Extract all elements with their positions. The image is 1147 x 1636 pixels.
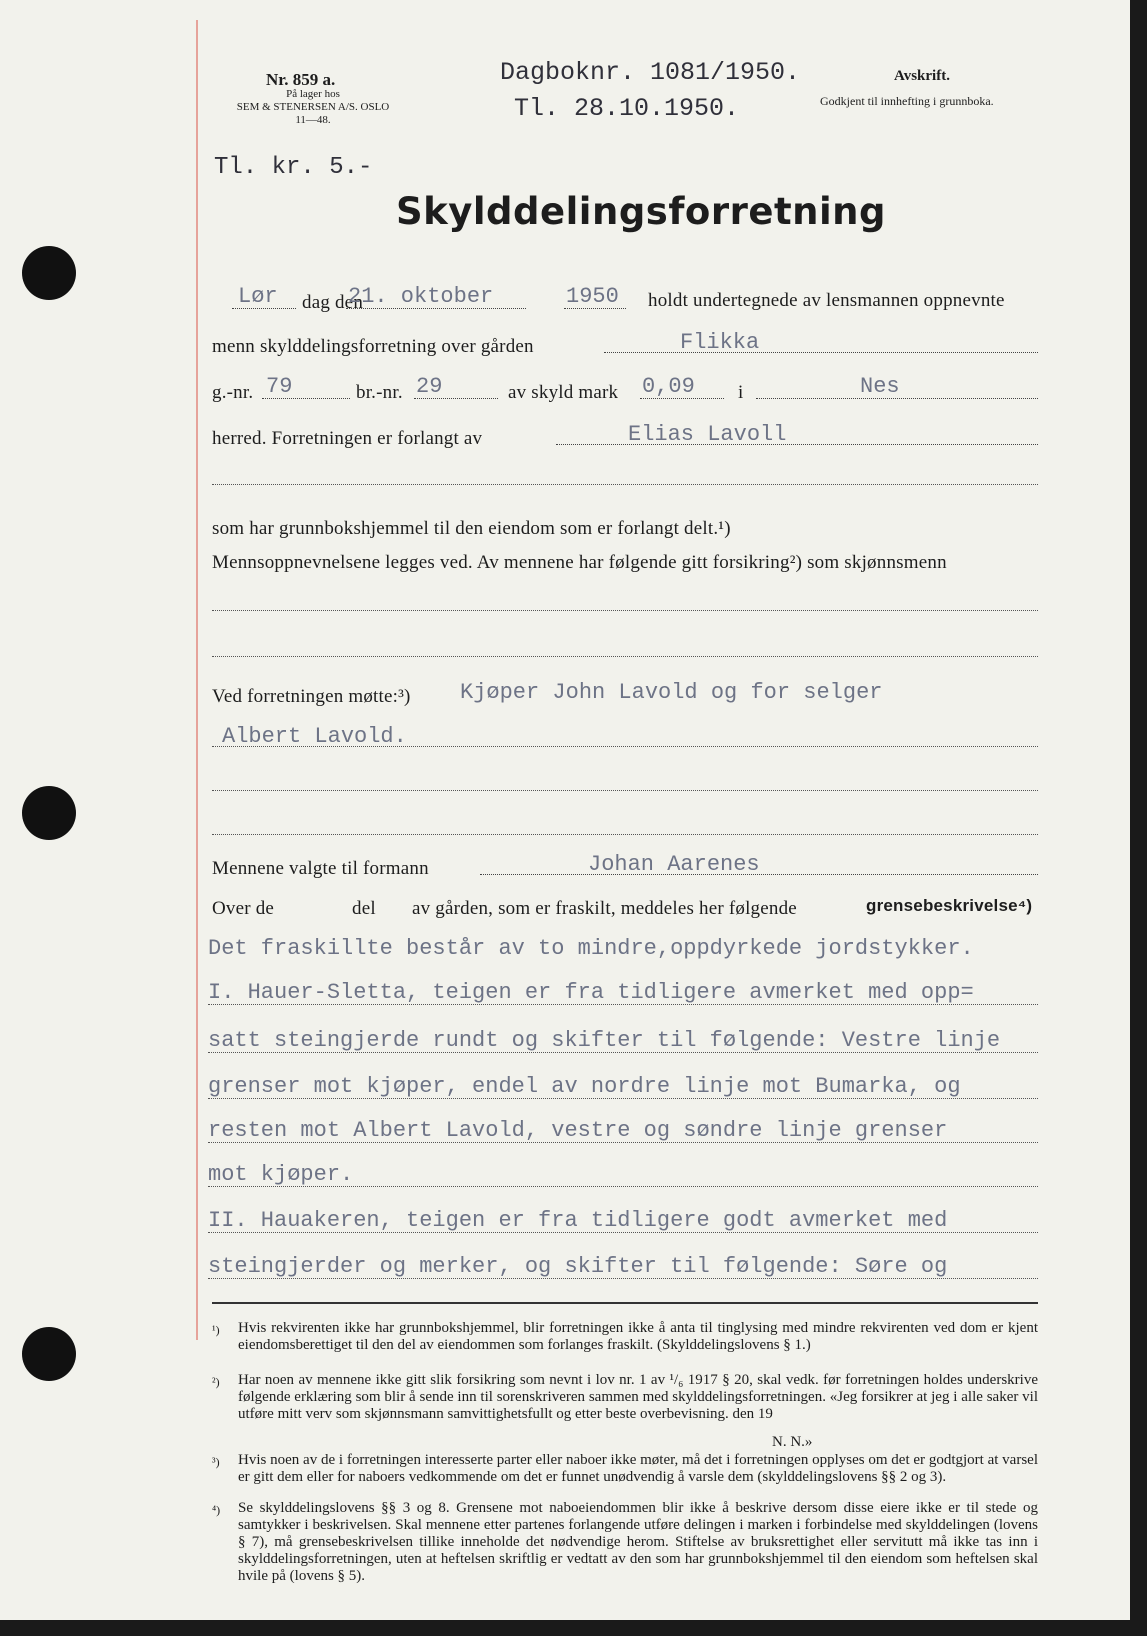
fill-line	[604, 352, 1038, 353]
over-text: Over de	[212, 898, 275, 919]
fill-line	[564, 308, 626, 309]
blank-line	[208, 1232, 1038, 1233]
skyld-label: av skyld mark	[508, 382, 619, 403]
held-text: holdt undertegnede av lensmannen oppnevnte	[648, 290, 1005, 311]
bnr-value: 29	[416, 374, 443, 399]
footnote-text: Se skylddelingslovens §§ 3 og 8. Grensene mot naboeiendommen blir ikke å beskrive dersom disse eiere ikke er til stede og samtykker i beskrivelsen. Skal mennene etter partenes forlangende utføre delingen i marken i forbindelse med skylddelingen (lovens § 7), må grensebeskrivelsen tillike inneholde det nødvendige herom. Stiftelse av bruksrettighet eller servitutt må ikke tas inn i skylddelingsforretningen, uten at heftelsen skriftlig er vedtatt av den som har grunnbokshjemmel til den eiendom som heftelsen skal hvile på (lovens § 5).	[238, 1500, 1038, 1584]
footnote-text: Hvis rekvirenten ikke har grunnbokshjemmel, blir forretningen ikke å anta til tinglysing med mindre rekvirenten ved dom er kjent eiendomsberettiget til den del av eiendommen som forlanges fraskilt. (Skylddelingslovens § 1.)	[238, 1320, 1038, 1353]
fill-line	[262, 398, 350, 399]
blank-line	[208, 1142, 1038, 1143]
bnr-label: br.-nr.	[356, 382, 403, 403]
blank-line	[208, 1278, 1038, 1279]
description-line: I. Hauer-Sletta, teigen er fra tidligere avmerket med opp=	[208, 980, 974, 1005]
blank-line	[212, 834, 1038, 835]
publisher-block	[228, 88, 398, 127]
weekday: Lør	[238, 284, 278, 309]
date: 21. oktober	[348, 284, 494, 309]
copy-label: Avskrift.	[894, 68, 950, 84]
footnote-signature: N. N.»	[772, 1434, 813, 1450]
gnr-value: 79	[266, 374, 293, 399]
requester: Elias Lavoll	[628, 422, 787, 447]
herred-text: herred. Forretningen er forlangt av	[212, 428, 483, 449]
blank-line	[208, 1052, 1038, 1053]
margin-rule	[196, 20, 198, 1340]
publisher-line: På lager hos	[286, 88, 340, 100]
herred-name: Nes	[860, 374, 900, 399]
footnote-rule	[212, 1302, 1038, 1304]
blank-line	[208, 1004, 1038, 1005]
publisher-line: SEM & STENERSEN A/S. OSLO	[236, 101, 390, 113]
blank-line	[208, 1098, 1038, 1099]
description-line: Det fraskillte består av to mindre,oppdyrkede jordstykker.	[208, 936, 974, 961]
fill-line	[556, 444, 1038, 445]
description-line: satt steingjerde rundt og skifter til følgende: Vestre linje	[208, 1028, 1001, 1053]
description-line: resten mot Albert Lavold, vestre og søndre linje grenser	[208, 1118, 948, 1143]
description-line: grenser mot kjøper, endel av nordre linje mot Bumarka, og	[208, 1074, 961, 1099]
blank-line	[208, 1186, 1038, 1187]
description-line: II. Hauakeren, teigen er fra tidligere godt avmerket med	[208, 1208, 948, 1233]
over-text: del	[352, 898, 376, 919]
dag-den-label: dag den	[302, 292, 364, 313]
footnote-text: Hvis noen av de i forretningen interesserte parter eller naboer ikke møter, må det i forretningen opplyses om det er godtgjort at varsel er gitt dem eller for naboers vedkommende om det er funnet unødvendig å varsle dem (skylddelingslovens §§ 2 og 3).	[238, 1452, 1038, 1485]
footnote-text: Har noen av mennene ikke gitt slik forsikring som nevnt i lov nr. 1 av ¹/₆ 1917 § 20, skal vedk. før forretningen holdes underskrive følgende erklæring som blir å sende inn til sorenskriveren sammen med skylddelingsforretningen. «Jeg forsikrer at jeg i alle saker vil utføre mitt verv som skjønnsmann samvittighetsfullt og etter beste overbevisning. den 19	[238, 1372, 1038, 1422]
punch-hole	[22, 1327, 76, 1381]
blank-line	[212, 746, 1038, 747]
fill-line	[480, 874, 1038, 875]
description-line: mot kjøper.	[208, 1162, 354, 1187]
i-label: i	[738, 382, 744, 403]
fee: Tl. kr. 5.-	[214, 154, 373, 181]
blank-line	[212, 484, 1038, 485]
fill-line	[414, 398, 498, 399]
copy-note: Godkjent til innhefting i grunnboka.	[820, 94, 994, 108]
footnote-number: ⁴)	[212, 1503, 221, 1517]
fill-line	[232, 308, 296, 309]
motte-line: Albert Lavold.	[222, 724, 407, 749]
punch-hole	[22, 246, 76, 300]
publisher-line: 11—48.	[295, 114, 331, 126]
tl-date: Tl. 28.10.1950.	[514, 94, 740, 123]
gnr-label: g.-nr.	[212, 382, 254, 403]
farm-name: Flikka	[680, 330, 760, 355]
grense-label: grensebeskrivelse⁴)	[866, 896, 1033, 915]
menn-text: menn skylddelingsforretning over gården	[212, 336, 534, 357]
page-title: Skylddelingsforretning	[396, 190, 886, 233]
fill-line	[346, 308, 526, 309]
skyld-value: 0,09	[642, 374, 695, 399]
mennsopp-text: Mennsoppnevnelsene legges ved. Av mennene har følgende gitt forsikring²) som skjønnsmenn	[212, 552, 947, 573]
form-number: Nr. 859 a.	[266, 70, 336, 89]
grunnbok-text: som har grunnbokshjemmel til den eiendom som er forlangt delt.¹)	[212, 518, 731, 539]
blank-line	[212, 610, 1038, 611]
punch-hole	[22, 786, 76, 840]
formann-label: Mennene valgte til formann	[212, 858, 429, 879]
footnote-number: ¹)	[212, 1323, 220, 1337]
footnote-number: ³)	[212, 1455, 220, 1469]
motte-line: Kjøper John Lavold og for selger	[460, 680, 883, 705]
blank-line	[212, 656, 1038, 657]
fill-line	[756, 398, 1038, 399]
blank-line	[212, 790, 1038, 791]
journal-number: Dagboknr. 1081/1950.	[500, 58, 801, 87]
year: 1950	[566, 284, 619, 309]
over-text: av gården, som er fraskilt, meddeles her følgende	[412, 898, 797, 919]
fill-line	[640, 398, 724, 399]
motte-label: Ved forretningen møtte:³)	[212, 686, 411, 707]
description-line: steingjerder og merker, og skifter til følgende: Søre og	[208, 1254, 948, 1279]
formann-name: Johan Aarenes	[588, 852, 760, 877]
footnote-number: ²)	[212, 1375, 220, 1389]
